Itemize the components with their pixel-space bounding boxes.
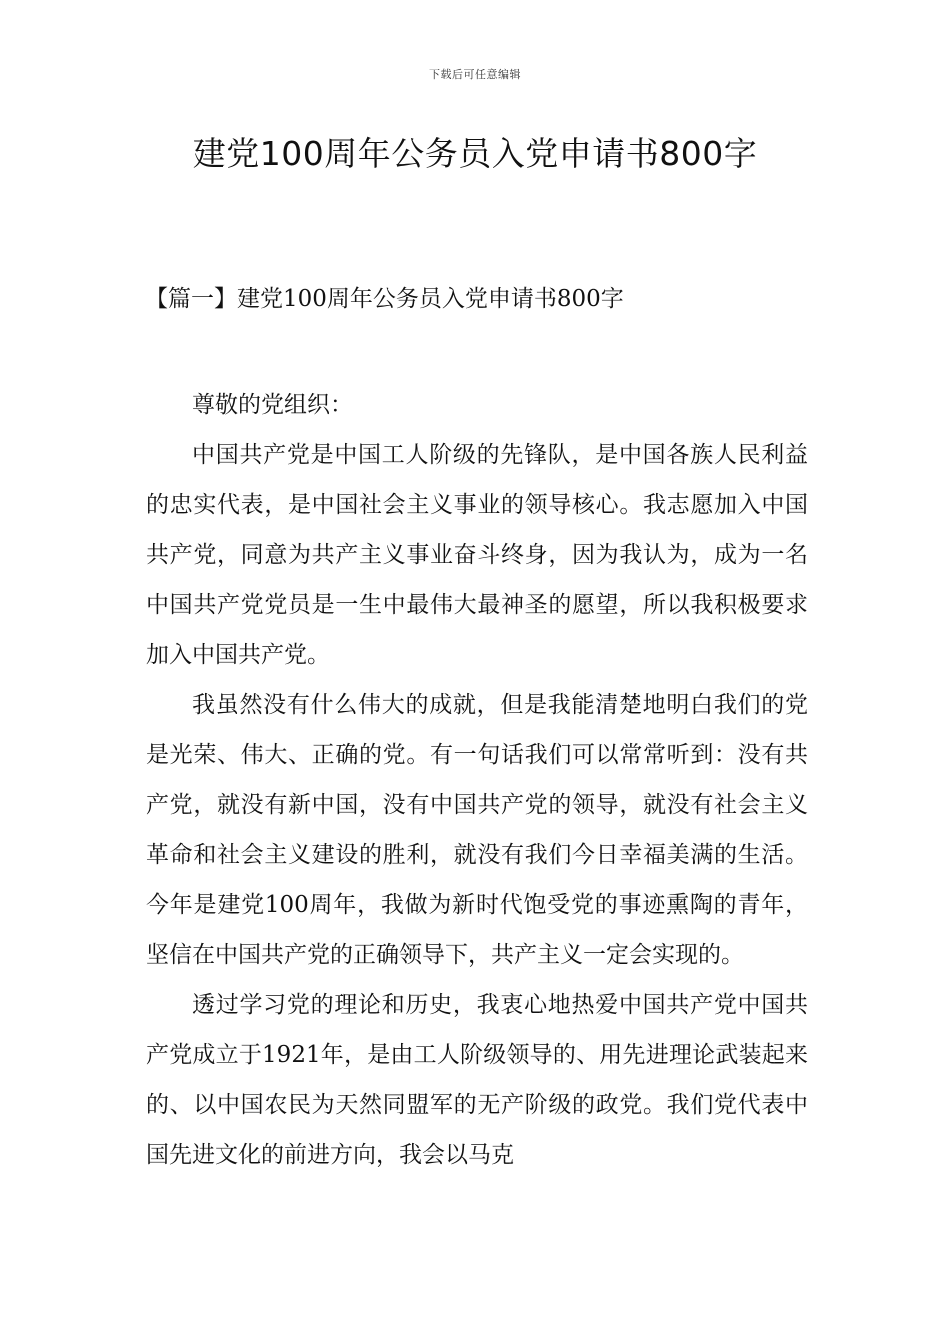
paragraph-2: 我虽然没有什么伟大的成就，但是我能清楚地明白我们的党是光荣、伟大、正确的党。有一句话我们可以常常听到：没有共产党，就没有新中国，没有中国共产党的领导，就没有社会主义革命和社会主义建设的胜利，就没有我们今日幸福美满的生活。今年是建党100周年，我做为新时代饱受党的事迹熏陶的青年，坚信在中国共产党的正确领导下，共产主义一定会实现的。: [146, 692, 808, 968]
salutation: 尊敬的党组织：: [192, 392, 353, 418]
document-title: 建党100周年公务员入党申请书800字: [192, 134, 758, 173]
header-note: 下载后可任意编辑: [429, 68, 521, 81]
section-heading: 【篇一】建党100周年公务员入党申请书800字: [145, 286, 624, 312]
paragraph-3: 透过学习党的理论和历史，我衷心地热爱中国共产党中国共产党成立于1921年，是由工人阶级领导的、用先进理论武装起来的、以中国农民为天然同盟军的无产阶级的政党。我们党代表中国先进文化的前进方向，我会以马克: [146, 992, 808, 1168]
document-body: [146, 380, 808, 1180]
paragraph-1: 中国共产党是中国工人阶级的先锋队，是中国各族人民利益的忠实代表，是中国社会主义事业的领导核心。我志愿加入中国共产党，同意为共产主义事业奋斗终身，因为我认为，成为一名中国共产党党员是一生中最伟大最神圣的愿望，所以我积极要求加入中国共产党。: [146, 442, 808, 668]
